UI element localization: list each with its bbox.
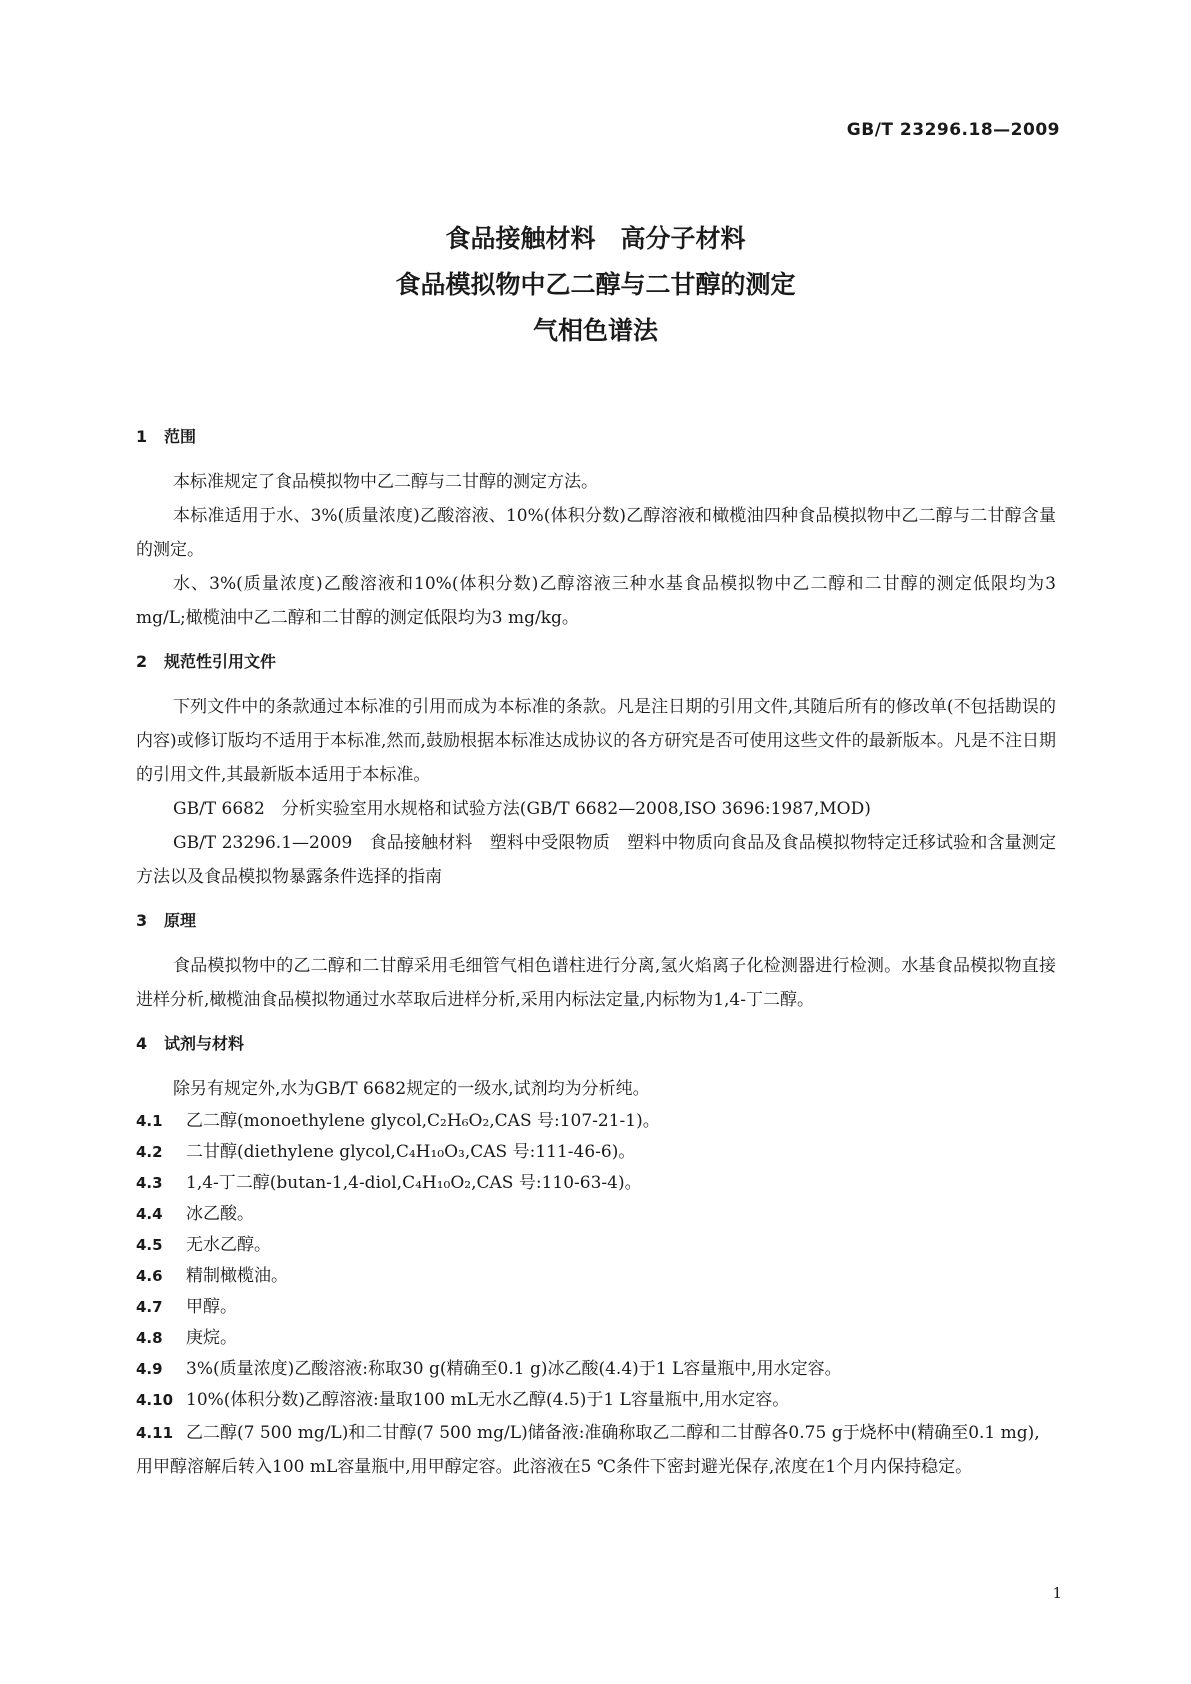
paragraph: 本标准规定了食品模拟物中乙二醇与二甘醇的测定方法。	[173, 472, 598, 492]
list-item: 4.7 甲醇。	[136, 1297, 237, 1317]
list-item: 4.9 3%(质量浓度)乙酸溶液:称取30 g(精确至0.1 g)冰乙酸(4.4)于1 L容量瓶中,用水定容。	[136, 1359, 842, 1379]
page-number: 1	[1052, 1584, 1062, 1602]
list-item: 4.5 无水乙醇。	[136, 1235, 271, 1255]
paragraph: 除另有规定外,水为GB/T 6682规定的一级水,试剂均为分析纯。	[173, 1079, 650, 1099]
section-heading-scope: 1 范围	[136, 427, 197, 446]
list-item: 4.11 乙二醇(7 500 mg/L)和二甘醇(7 500 mg/L)储备液:准确称取乙二醇和二甘醇各0.75 g于烧杯中(精确至0.1 mg),用甲醇溶解后转入100 mL容量瓶中,用甲醇定容。此溶液在5 ℃条件下密封避光保存,浓度在1个月内保持稳定。	[136, 1423, 1040, 1477]
section-heading-normative-references: 2 规范性引用文件	[136, 652, 277, 671]
document-title	[0, 216, 1191, 354]
list-item: 4.4 冰乙酸。	[136, 1204, 254, 1224]
list-item: 4.2 二甘醇(diethylene glycol,C₄H₁₀O₃,CAS 号:111-46-6)。	[136, 1142, 636, 1162]
list-item: 4.3 1,4-丁二醇(butan-1,4-diol,C₄H₁₀O₂,CAS 号:110-63-4)。	[136, 1173, 642, 1193]
section-heading-reagents: 4 试剂与材料	[136, 1034, 245, 1053]
section-heading-principle: 3 原理	[136, 911, 197, 930]
document-body	[136, 412, 1056, 1484]
list-item: 4.8 庚烷。	[136, 1328, 237, 1348]
reference-item: GB/T 6682 分析实验室用水规格和试验方法(GB/T 6682—2008,ISO 3696:1987,MOD)	[173, 799, 871, 819]
standard-number: GB/T 23296.18—2009	[846, 120, 1060, 140]
title-line-3: 气相色谱法	[532, 316, 658, 345]
reference-item: GB/T 23296.1—2009 食品接触材料 塑料中受限物质 塑料中物质向食品及食品模拟物特定迁移试验和含量测定方法以及食品模拟物暴露条件选择的指南	[136, 833, 1056, 887]
title-line-2: 食品模拟物中乙二醇与二甘醇的测定	[395, 270, 796, 299]
list-item: 4.10 10%(体积分数)乙醇溶液:量取100 mL无水乙醇(4.5)于1 L容量瓶中,用水定容。	[136, 1390, 790, 1410]
list-item: 4.6 精制橄榄油。	[136, 1266, 288, 1286]
paragraph: 下列文件中的条款通过本标准的引用而成为本标准的条款。凡是注日期的引用文件,其随后所有的修改单(不包括勘误的内容)或修订版均不适用于本标准,然而,鼓励根据本标准达成协议的各方研究是否可使用这些文件的最新版本。凡是不注日期的引用文件,其最新版本适用于本标准。	[136, 697, 1056, 785]
list-item: 4.1 乙二醇(monoethylene glycol,C₂H₆O₂,CAS 号:107-21-1)。	[136, 1111, 660, 1131]
title-line-1: 食品接触材料 高分子材料	[445, 224, 746, 253]
paragraph: 食品模拟物中的乙二醇和二甘醇采用毛细管气相色谱柱进行分离,氢火焰离子化检测器进行检测。水基食品模拟物直接进样分析,橄榄油食品模拟物通过水萃取后进样分析,采用内标法定量,内标物为1,4-丁二醇。	[136, 956, 1056, 1010]
paragraph: 本标准适用于水、3%(质量浓度)乙酸溶液、10%(体积分数)乙醇溶液和橄榄油四种食品模拟物中乙二醇与二甘醇含量的测定。	[136, 506, 1056, 560]
paragraph: 水、3%(质量浓度)乙酸溶液和10%(体积分数)乙醇溶液三种水基食品模拟物中乙二醇和二甘醇的测定低限均为3 mg/L;橄榄油中乙二醇和二甘醇的测定低限均为3 mg/kg。	[136, 574, 1056, 628]
